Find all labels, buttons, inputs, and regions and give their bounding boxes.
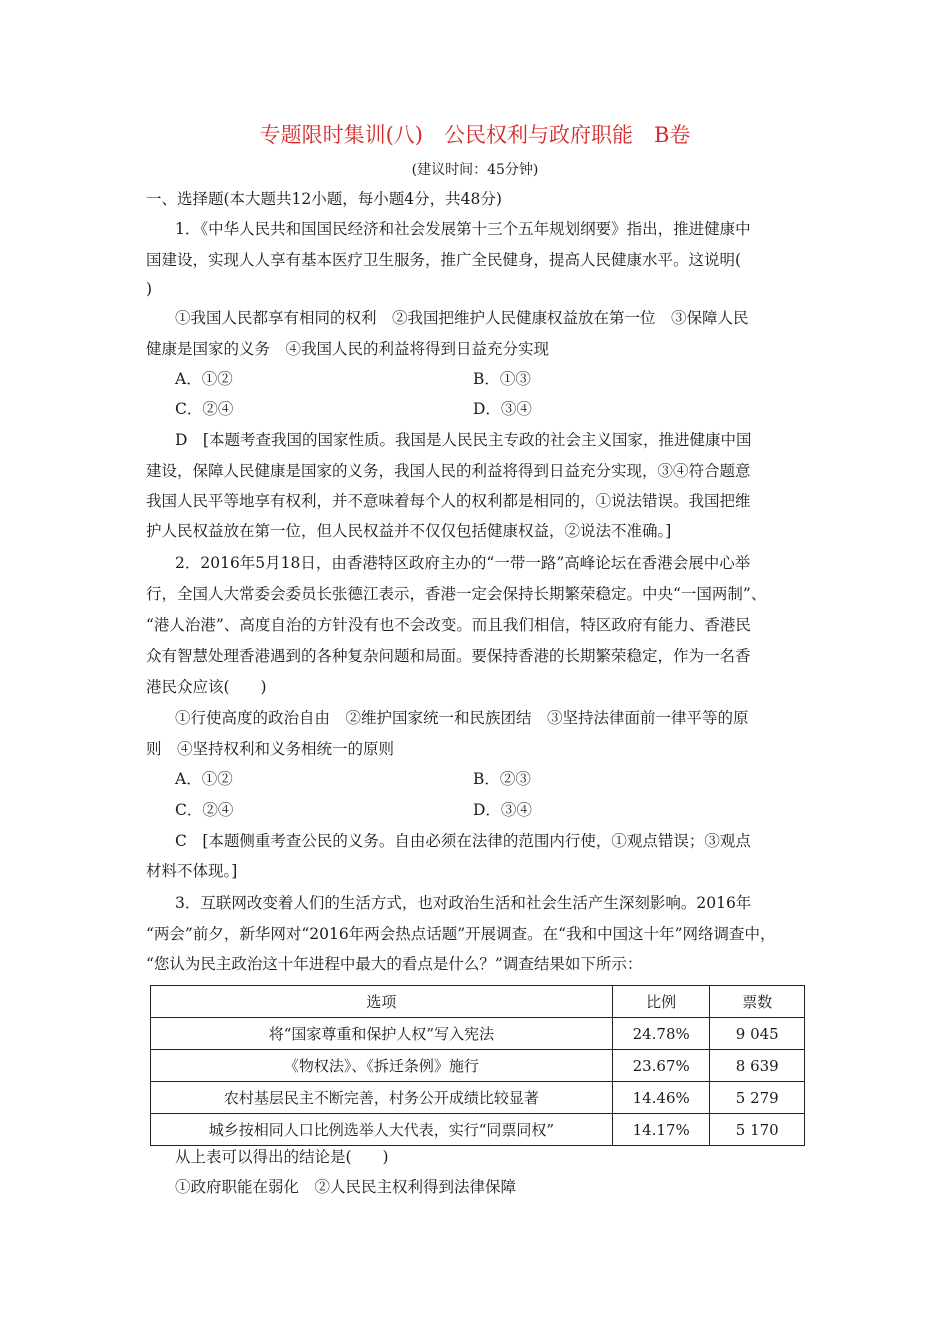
table-row bbox=[151, 1050, 805, 1082]
q1-statement-line: ①我国人民都享有相同的权利 ②我国把维护人民健康权益放在第一位 ③保障人民 bbox=[175, 309, 749, 327]
table-header-row bbox=[151, 986, 805, 1018]
table-cell: 8 639 bbox=[710, 1050, 805, 1082]
table-cell: 《物权法》、《拆迁条例》施行 bbox=[151, 1050, 613, 1082]
q1-stem-line: ) bbox=[146, 280, 153, 298]
header-cell-option: 选项 bbox=[151, 986, 613, 1018]
q3-stem-line: “两会”前夕，新华网对“2016年两会热点话题”开展调查。在“我和中国这十年”网络调查中， bbox=[146, 925, 776, 943]
table-cell: 14.46% bbox=[612, 1082, 710, 1114]
page-title: 专题限时集训(八) 公民权利与政府职能 B卷 bbox=[259, 123, 691, 147]
q1-answer-line: D [本题考查我国的国家性质。我国是人民民主专政的社会主义国家，推进健康中国 bbox=[175, 431, 752, 449]
table-cell: 9 045 bbox=[710, 1018, 805, 1050]
q2-answer-line: C [本题侧重考查公民的义务。自由必须在法律的范围内行使，①观点错误；③观点 bbox=[175, 832, 751, 850]
q3-stem-line: “您认为民主政治这十年进程中最大的看点是什么？”调查结果如下所示： bbox=[146, 955, 643, 973]
q1-option-a: A．①② bbox=[175, 370, 233, 388]
q2-stem-line: 行，全国人大常委会委员长张德江表示，香港一定会保持长期繁荣稳定。中央“一国两制”、 bbox=[146, 585, 767, 603]
table-cell: 14.17% bbox=[612, 1114, 710, 1146]
table-cell: 城乡按相同人口比例选举人大代表，实行“同票同权” bbox=[151, 1114, 613, 1146]
q2-stem-line: 2．2016年5月18日，由香港特区政府主办的“一带一路”高峰论坛在香港会展中心举 bbox=[175, 554, 751, 572]
section-heading: 一、选择题(本大题共12小题，每小题4分，共48分) bbox=[146, 190, 502, 208]
table-cell: 农村基层民主不断完善，村务公开成绩比较显著 bbox=[151, 1082, 613, 1114]
table-row bbox=[151, 1082, 805, 1114]
q1-stem-line: 1．《中华人民共和国国民经济和社会发展第十三个五年规划纲要》指出，推进健康中 bbox=[175, 220, 751, 238]
q1-answer-line: 护人民权益放在第一位，但人民权益并不仅仅包括健康权益，②说法不准确。] bbox=[146, 522, 672, 540]
q1-option-c: C．②④ bbox=[175, 400, 234, 418]
header-cell-votes: 票数 bbox=[710, 986, 805, 1018]
q1-option-b: B．①③ bbox=[473, 370, 531, 388]
table-cell: 23.67% bbox=[612, 1050, 710, 1082]
q3-question-line: 从上表可以得出的结论是( ) bbox=[175, 1148, 389, 1166]
q2-statement-line: 则 ④坚持权利和义务相统一的原则 bbox=[146, 740, 395, 758]
table-cell: 5 170 bbox=[710, 1114, 805, 1146]
q2-option-a: A．①② bbox=[175, 770, 233, 788]
q1-answer-line: 建设，保障人民健康是国家的义务，我国人民的利益将得到日益充分实现，③④符合题意 bbox=[146, 462, 751, 480]
q2-answer-line: 材料不体现。] bbox=[146, 862, 238, 880]
table-cell: 将“国家尊重和保护人权”写入宪法 bbox=[151, 1018, 613, 1050]
q2-stem-line: 众有智慧处理香港遇到的各种复杂问题和局面。要保持香港的长期繁荣稳定，作为一名香 bbox=[146, 647, 751, 665]
q3-statement-line: ①政府职能在弱化 ②人民民主权利得到法律保障 bbox=[175, 1178, 517, 1196]
q1-statement-line: 健康是国家的义务 ④我国人民的利益将得到日益充分实现 bbox=[146, 340, 550, 358]
table-row bbox=[151, 1018, 805, 1050]
table-cell: 24.78% bbox=[612, 1018, 710, 1050]
header-cell-ratio: 比例 bbox=[612, 986, 710, 1018]
table-cell: 5 279 bbox=[710, 1082, 805, 1114]
q2-stem-line: “港人治港”、高度自治的方针没有也不会改变。而且我们相信，特区政府有能力、香港民 bbox=[146, 616, 751, 634]
q2-option-d: D．③④ bbox=[473, 801, 532, 819]
survey-results-table bbox=[150, 985, 805, 1146]
q2-option-c: C．②④ bbox=[175, 801, 234, 819]
suggested-time: (建议时间：45分钟) bbox=[411, 162, 539, 178]
q1-answer-line: 我国人民平等地享有权利，并不意味着每个人的权利都是相同的，①说法错误。我国把维 bbox=[146, 492, 751, 510]
q2-stem-line: 港民众应该( ) bbox=[146, 678, 267, 696]
q1-stem-line: 国建设，实现人人享有基本医疗卫生服务，推广全民健身，提高人民健康水平。这说明( bbox=[146, 251, 742, 269]
q3-stem-line: 3．互联网改变着人们的生活方式，也对政治生活和社会生活产生深刻影响。2016年 bbox=[175, 894, 752, 912]
q2-option-b: B．②③ bbox=[473, 770, 531, 788]
q2-statement-line: ①行使高度的政治自由 ②维护国家统一和民族团结 ③坚持法律面前一律平等的原 bbox=[175, 709, 749, 727]
table-row bbox=[151, 1114, 805, 1146]
q1-option-d: D．③④ bbox=[473, 400, 532, 418]
